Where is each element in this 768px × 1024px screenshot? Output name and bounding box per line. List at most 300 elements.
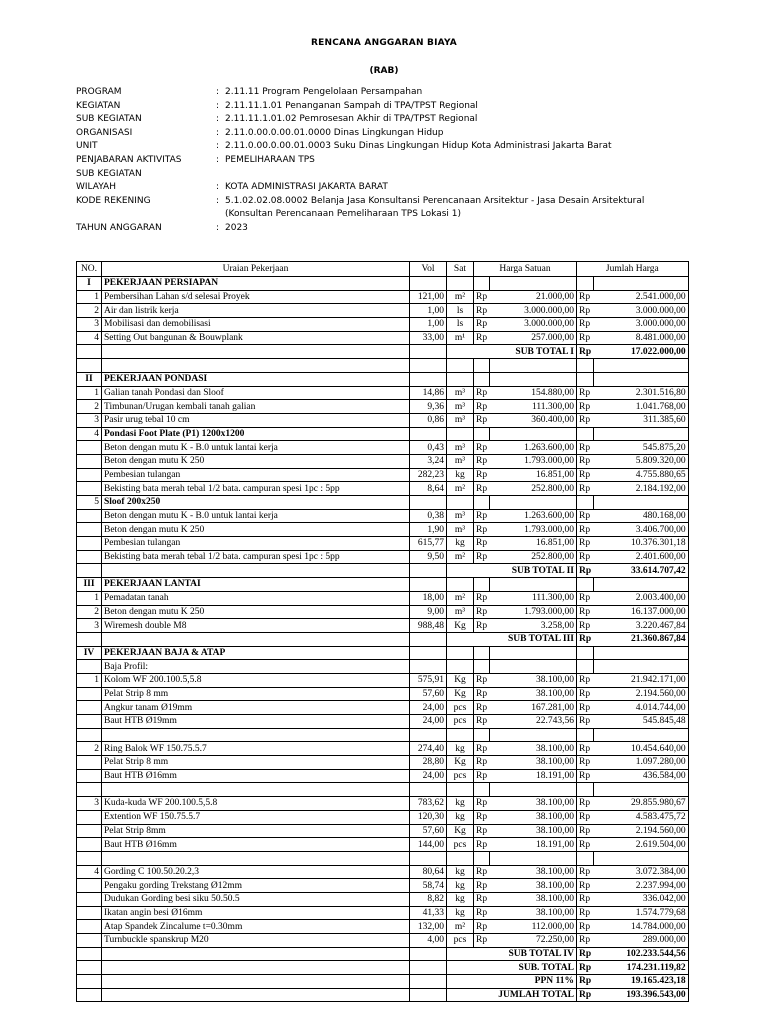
- item-number: [77, 537, 102, 551]
- table-row: [77, 742, 689, 756]
- section-number: II: [77, 372, 102, 386]
- item-volume: 57,60: [410, 687, 447, 701]
- empty-cell: [447, 496, 474, 510]
- item-volume: 575,91: [410, 673, 447, 687]
- currency-label: Rp: [577, 673, 594, 687]
- currency-label: Rp: [474, 619, 490, 633]
- item-volume: 14,86: [410, 386, 447, 400]
- table-row: [77, 934, 689, 948]
- meta-label: PENJABARAN AKTIVITAS: [76, 154, 182, 165]
- empty-cell: [593, 660, 688, 674]
- item-number: [77, 838, 102, 852]
- item-unit: m²: [447, 482, 474, 496]
- meta-value: 2.11.11.1.01.02 Pemrosesan Akhir di TPA/TPST Regional: [225, 114, 478, 125]
- currency-label: Rp: [577, 619, 594, 633]
- meta-colon: :: [216, 141, 220, 152]
- currency-label: Rp: [577, 413, 594, 427]
- item-description: Beton dengan mutu K - B.0 untuk lantai kerja: [102, 509, 410, 523]
- meta-label: KEGIATAN: [76, 100, 121, 111]
- currency-label: Rp: [474, 468, 490, 482]
- empty-cell: [474, 660, 490, 674]
- empty-cell: [447, 851, 474, 865]
- currency-label: Rp: [577, 838, 594, 852]
- item-number: 4: [77, 427, 102, 441]
- item-number: [77, 482, 102, 496]
- currency-label: Rp: [577, 892, 594, 906]
- subtotal-row: [77, 564, 689, 578]
- currency-label: Rp: [474, 715, 490, 729]
- item-number: [77, 934, 102, 948]
- currency-label: Rp: [474, 673, 490, 687]
- meta-colon: :: [216, 87, 220, 97]
- item-number: [77, 715, 102, 729]
- empty-cell: [447, 646, 474, 660]
- currency-label: Rp: [577, 509, 594, 523]
- item-volume: 28,80: [410, 756, 447, 770]
- unit-price: 16.851,00: [490, 468, 577, 482]
- unit-price: 38.100,00: [490, 906, 577, 920]
- item-description: Pelat Strip 8mm: [102, 824, 410, 838]
- item-unit: m³: [447, 454, 474, 468]
- empty-cell: [593, 646, 688, 660]
- currency-label: Rp: [474, 920, 490, 934]
- empty-cell: [577, 728, 594, 742]
- table-row: [77, 756, 689, 770]
- item-unit: kg: [447, 865, 474, 879]
- text-row: [77, 660, 689, 674]
- item-description: Setting Out bangunan & Bouwplank: [102, 331, 410, 345]
- empty-cell: [577, 783, 594, 797]
- table-row: [77, 413, 689, 427]
- unit-price: 72.250,00: [490, 934, 577, 948]
- currency-label: Rp: [577, 687, 594, 701]
- currency-label: Rp: [577, 400, 594, 414]
- line-total: 14.784.000,00: [593, 920, 688, 934]
- item-number: [77, 824, 102, 838]
- table-row: [77, 537, 689, 551]
- line-total: 2.003.400,00: [593, 591, 688, 605]
- item-description: Beton dengan mutu K 250: [102, 605, 410, 619]
- empty-cell: [410, 496, 447, 510]
- item-description: Ring Balok WF 150.75.5.7: [102, 742, 410, 756]
- item-number: [77, 920, 102, 934]
- line-total: 1.097.280,00: [593, 756, 688, 770]
- line-total: 10.454.640,00: [593, 742, 688, 756]
- currency-label: Rp: [474, 523, 490, 537]
- empty-cell: [474, 783, 490, 797]
- empty-cell: [490, 277, 577, 291]
- currency-label: Rp: [577, 701, 594, 715]
- item-unit: m²: [447, 550, 474, 564]
- currency-label: Rp: [474, 318, 490, 332]
- table-row: [77, 386, 689, 400]
- project-info: [76, 86, 716, 236]
- currency-label: Rp: [577, 756, 594, 770]
- unit-price: 38.100,00: [490, 797, 577, 811]
- meta-colon: :: [216, 195, 220, 206]
- currency-label: Rp: [577, 345, 594, 359]
- item-number: [77, 756, 102, 770]
- subtotal-amount: 33.614.707,42: [593, 564, 688, 578]
- meta-row: [76, 168, 716, 182]
- item-unit: Kg: [447, 673, 474, 687]
- empty-cell: [474, 851, 490, 865]
- item-description: Beton dengan mutu K 250: [102, 523, 410, 537]
- unit-price: 1.263.600,00: [490, 441, 577, 455]
- item-number: 2: [77, 742, 102, 756]
- meta-colon: :: [216, 182, 220, 193]
- currency-label: Rp: [577, 906, 594, 920]
- unit-price: 1.793.000,00: [490, 454, 577, 468]
- unit-price: 38.100,00: [490, 865, 577, 879]
- subgroup-row: [77, 496, 689, 510]
- table-row: [77, 482, 689, 496]
- item-description: Angkur tanam Ø19mm: [102, 701, 410, 715]
- meta-colon: :: [216, 222, 220, 233]
- empty-cell: [474, 427, 490, 441]
- item-unit: m³: [447, 605, 474, 619]
- empty-cell: [593, 578, 688, 592]
- item-unit: m³: [447, 400, 474, 414]
- item-number: 2: [77, 304, 102, 318]
- item-volume: 783,62: [410, 797, 447, 811]
- table-row: [77, 769, 689, 783]
- item-volume: 615,77: [410, 537, 447, 551]
- empty-cell: [577, 427, 594, 441]
- currency-label: Rp: [577, 564, 594, 578]
- item-description: Mobilisasi dan demobilisasi: [102, 318, 410, 332]
- line-total: 2.184.192,00: [593, 482, 688, 496]
- line-total: 545.875,20: [593, 441, 688, 455]
- line-total: 1.041.768,00: [593, 400, 688, 414]
- meta-row: [76, 86, 716, 100]
- currency-label: Rp: [474, 824, 490, 838]
- currency-label: Rp: [474, 290, 490, 304]
- currency-label: Rp: [577, 454, 594, 468]
- currency-label: Rp: [577, 537, 594, 551]
- empty-cell: [577, 578, 594, 592]
- currency-label: Rp: [577, 934, 594, 948]
- empty-cell: [593, 372, 688, 386]
- item-volume: 9,36: [410, 400, 447, 414]
- item-number: 4: [77, 331, 102, 345]
- empty-cell: [77, 975, 102, 989]
- item-description: Pelat Strip 8 mm: [102, 756, 410, 770]
- subtotal-label: SUB. TOTAL: [447, 961, 577, 975]
- meta-value: 2.11.11.1.01 Penanganan Sampah di TPA/TPST Regional: [225, 100, 478, 111]
- unit-price: 38.100,00: [490, 892, 577, 906]
- item-number: [77, 687, 102, 701]
- subtotal-row: [77, 345, 689, 359]
- empty-cell: [490, 646, 577, 660]
- empty-cell: [447, 427, 474, 441]
- meta-value: PEMELIHARAAN TPS: [225, 154, 315, 165]
- empty-cell: [410, 646, 447, 660]
- item-unit: kg: [447, 468, 474, 482]
- meta-row: [76, 127, 716, 141]
- currency-label: Rp: [577, 386, 594, 400]
- subtotal-amount: 193.396.543,00: [593, 988, 688, 1002]
- empty-cell: [593, 277, 688, 291]
- item-unit: ls: [447, 318, 474, 332]
- currency-label: Rp: [577, 591, 594, 605]
- row-description: Baja Profil:: [102, 660, 410, 674]
- meta-label: UNIT: [76, 141, 98, 152]
- currency-label: Rp: [474, 331, 490, 345]
- currency-label: Rp: [577, 961, 594, 975]
- item-volume: 24,00: [410, 715, 447, 729]
- item-description: Turnbuckle spanskrup M20: [102, 934, 410, 948]
- unit-price: 257.000,00: [490, 331, 577, 345]
- currency-label: Rp: [577, 797, 594, 811]
- meta-row: [76, 113, 716, 127]
- item-unit: kg: [447, 906, 474, 920]
- currency-label: Rp: [474, 454, 490, 468]
- table-row: [77, 591, 689, 605]
- currency-label: Rp: [474, 797, 490, 811]
- item-number: [77, 523, 102, 537]
- spacer-row: [77, 851, 689, 865]
- currency-label: Rp: [577, 947, 594, 961]
- meta-value: 2023: [225, 222, 248, 233]
- empty-cell: [593, 851, 688, 865]
- empty-cell: [577, 496, 594, 510]
- subtotal-label: SUB TOTAL IV: [447, 947, 577, 961]
- budget-table: [76, 261, 689, 1002]
- document-subtitle: (RAB): [369, 66, 399, 76]
- currency-label: Rp: [577, 810, 594, 824]
- table-row: [77, 838, 689, 852]
- line-total: 2.194.560,00: [593, 687, 688, 701]
- line-total: 29.855.980,67: [593, 797, 688, 811]
- item-description: Pengaku gording Trekstang Ø12mm: [102, 879, 410, 893]
- item-volume: 0,43: [410, 441, 447, 455]
- section-title: PEKERJAAN PONDASI: [102, 372, 410, 386]
- item-unit: pcs: [447, 769, 474, 783]
- empty-cell: [410, 975, 447, 989]
- subgroup-title: Pondasi Foot Plate (P1) 1200x1200: [102, 427, 410, 441]
- unit-price: 18.191,00: [490, 838, 577, 852]
- table-row: [77, 715, 689, 729]
- header-jumlah-harga: Jumlah Harga: [577, 262, 689, 277]
- empty-cell: [474, 728, 490, 742]
- empty-cell: [102, 783, 410, 797]
- meta-value: KOTA ADMINISTRASI JAKARTA BARAT: [225, 182, 388, 193]
- item-description: Gording C 100.50.20.2,3: [102, 865, 410, 879]
- line-total: 3.000.000,00: [593, 304, 688, 318]
- empty-cell: [77, 728, 102, 742]
- subtotal-row: [77, 975, 689, 989]
- line-total: 21.942.171,00: [593, 673, 688, 687]
- subtotal-row: [77, 632, 689, 646]
- line-total: 3.072.384,00: [593, 865, 688, 879]
- empty-cell: [410, 359, 447, 373]
- currency-label: Rp: [474, 687, 490, 701]
- item-volume: 282,23: [410, 468, 447, 482]
- currency-label: Rp: [474, 400, 490, 414]
- item-unit: Kg: [447, 619, 474, 633]
- item-number: 1: [77, 386, 102, 400]
- item-description: Timbunan/Urugan kembali tanah galian: [102, 400, 410, 414]
- empty-cell: [102, 851, 410, 865]
- item-description: Baut HTB Ø19mm: [102, 715, 410, 729]
- section-row: [77, 277, 689, 291]
- item-volume: 0,86: [410, 413, 447, 427]
- empty-cell: [102, 345, 410, 359]
- empty-cell: [577, 660, 594, 674]
- unit-price: 1.263.600,00: [490, 509, 577, 523]
- currency-label: Rp: [577, 550, 594, 564]
- item-unit: kg: [447, 537, 474, 551]
- unit-price: 18.191,00: [490, 769, 577, 783]
- currency-label: Rp: [577, 468, 594, 482]
- item-description: Dudukan Gording besi siku 50.50.5: [102, 892, 410, 906]
- item-number: 1: [77, 591, 102, 605]
- currency-label: Rp: [474, 879, 490, 893]
- empty-cell: [490, 578, 577, 592]
- currency-label: Rp: [474, 591, 490, 605]
- item-number: [77, 454, 102, 468]
- table-row: [77, 687, 689, 701]
- item-unit: m³: [447, 441, 474, 455]
- item-volume: 1,00: [410, 318, 447, 332]
- meta-row: [76, 100, 716, 114]
- empty-cell: [577, 277, 594, 291]
- empty-cell: [490, 728, 577, 742]
- section-title: PEKERJAAN PERSIAPAN: [102, 277, 410, 291]
- spacer-row: [77, 359, 689, 373]
- item-number: [77, 769, 102, 783]
- empty-cell: [474, 359, 490, 373]
- item-number: [77, 810, 102, 824]
- unit-price: 112.000,00: [490, 920, 577, 934]
- subtotal-row: [77, 947, 689, 961]
- empty-cell: [593, 359, 688, 373]
- currency-label: Rp: [474, 413, 490, 427]
- document-title: RENCANA ANGGARAN BIAYA: [311, 38, 457, 48]
- unit-price: 111.300,00: [490, 591, 577, 605]
- subtotal-label: SUB TOTAL I: [447, 345, 577, 359]
- currency-label: Rp: [474, 701, 490, 715]
- currency-label: Rp: [577, 879, 594, 893]
- item-description: Galian tanah Pondasi dan Sloof: [102, 386, 410, 400]
- table-row: [77, 797, 689, 811]
- item-volume: 988,48: [410, 619, 447, 633]
- empty-cell: [77, 345, 102, 359]
- item-unit: m²: [447, 591, 474, 605]
- table-row: [77, 331, 689, 345]
- unit-price: 38.100,00: [490, 810, 577, 824]
- item-description: Pembesian tulangan: [102, 537, 410, 551]
- table-row: [77, 605, 689, 619]
- line-total: 2.619.504,00: [593, 838, 688, 852]
- empty-cell: [490, 427, 577, 441]
- subtotal-amount: 102.233.544,56: [593, 947, 688, 961]
- item-description: Kuda-kuda WF 200.100.5,5.8: [102, 797, 410, 811]
- item-unit: m²: [447, 920, 474, 934]
- item-unit: Kg: [447, 824, 474, 838]
- empty-cell: [447, 372, 474, 386]
- currency-label: Rp: [474, 756, 490, 770]
- item-volume: 121,00: [410, 290, 447, 304]
- line-total: 5.809.320,00: [593, 454, 688, 468]
- item-description: Pelat Strip 8 mm: [102, 687, 410, 701]
- empty-cell: [593, 427, 688, 441]
- currency-label: Rp: [474, 482, 490, 496]
- section-row: [77, 372, 689, 386]
- currency-label: Rp: [577, 715, 594, 729]
- item-description: Beton dengan mutu K - B.0 untuk lantai kerja: [102, 441, 410, 455]
- line-total: 16.137.000,00: [593, 605, 688, 619]
- table-row: [77, 318, 689, 332]
- table-row: [77, 290, 689, 304]
- table-row: [77, 892, 689, 906]
- section-number: IV: [77, 646, 102, 660]
- line-total: 2.401.600,00: [593, 550, 688, 564]
- subtotal-amount: 19.165.423,18: [593, 975, 688, 989]
- empty-cell: [577, 359, 594, 373]
- empty-cell: [474, 372, 490, 386]
- section-number: I: [77, 277, 102, 291]
- subgroup-title: Sloof 200x250: [102, 496, 410, 510]
- subtotal-row: [77, 961, 689, 975]
- table-row: [77, 920, 689, 934]
- empty-cell: [102, 975, 410, 989]
- item-number: [77, 879, 102, 893]
- empty-cell: [577, 851, 594, 865]
- currency-label: Rp: [474, 742, 490, 756]
- item-number: 3: [77, 318, 102, 332]
- meta-row: [76, 154, 716, 168]
- item-number: 3: [77, 413, 102, 427]
- meta-label: PROGRAM: [76, 87, 122, 97]
- subtotal-label: SUB TOTAL III: [447, 632, 577, 646]
- line-total: 2.541.000,00: [593, 290, 688, 304]
- table-row: [77, 906, 689, 920]
- item-volume: 41,33: [410, 906, 447, 920]
- item-number: [77, 906, 102, 920]
- item-unit: m²: [447, 290, 474, 304]
- meta-colon: :: [216, 100, 220, 111]
- currency-label: Rp: [577, 769, 594, 783]
- meta-label: ORGANISASI: [76, 127, 133, 138]
- section-row: [77, 646, 689, 660]
- item-description: Beton dengan mutu K 250: [102, 454, 410, 468]
- table-row: [77, 523, 689, 537]
- header-uraian: Uraian Pekerjaan: [102, 262, 410, 277]
- currency-label: Rp: [577, 632, 594, 646]
- line-total: 2.237.994,00: [593, 879, 688, 893]
- currency-label: Rp: [474, 934, 490, 948]
- item-unit: pcs: [447, 838, 474, 852]
- item-number: 2: [77, 400, 102, 414]
- item-volume: 132,00: [410, 920, 447, 934]
- unit-price: 360.400,00: [490, 413, 577, 427]
- item-volume: 274,40: [410, 742, 447, 756]
- empty-cell: [77, 632, 102, 646]
- table-row: [77, 824, 689, 838]
- item-number: [77, 701, 102, 715]
- line-total: 2.301.516,80: [593, 386, 688, 400]
- line-total: 4.755.880,65: [593, 468, 688, 482]
- line-total: 4.583.475,72: [593, 810, 688, 824]
- line-total: 3.406.700,00: [593, 523, 688, 537]
- item-number: 1: [77, 673, 102, 687]
- meta-label: WILAYAH: [76, 182, 116, 193]
- unit-price: 38.100,00: [490, 824, 577, 838]
- empty-cell: [577, 372, 594, 386]
- table-row: [77, 400, 689, 414]
